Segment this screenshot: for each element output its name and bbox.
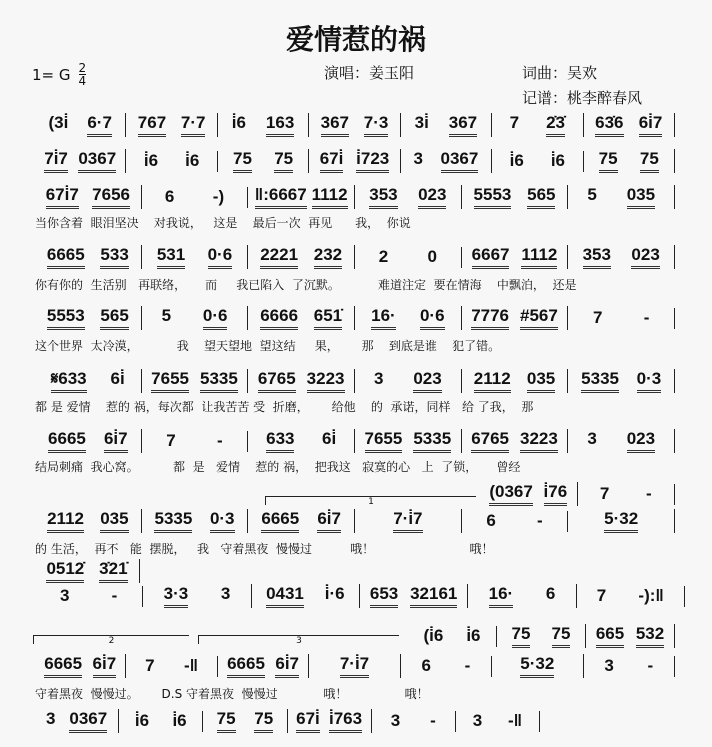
measure [35,245,142,269]
measure [126,113,217,137]
measure [568,429,675,453]
note-group: 2221 [260,245,298,269]
note-group: 2̇3̇ [546,113,565,137]
note-group: 0512̇ [46,559,84,583]
measure [35,559,140,583]
note-group: 75 [233,149,252,173]
measure [35,149,126,173]
measure [568,185,675,209]
lyrics-line: 守着黑夜 慢慢过。 D.S 守着黑夜 慢慢过 哦！ 哦！ [35,687,429,701]
measure [35,586,143,607]
singer-credit: 演唱：姜玉阳 [324,64,415,82]
score-system [35,186,675,208]
note-group: - [430,710,436,730]
measure [203,709,287,733]
note-group: 2112 [474,369,511,393]
note-group: i̇6 [509,150,524,170]
note-group: 6i̇ [322,429,337,448]
note-group: 6665 [47,245,85,269]
note-group: - [645,483,652,503]
measure [126,656,217,677]
note-group: - [217,430,223,450]
score-system [35,710,540,732]
measure [218,113,309,137]
note-group: 3 [373,369,384,388]
note-group: (i̇6 [423,625,444,645]
note-group: 75 [552,624,571,648]
note-group: 5·32 [604,509,638,533]
note-group: 531 [157,245,185,269]
score-system [35,585,685,607]
note-group: 5335 [200,369,238,393]
key-signature [32,62,86,87]
note-group: 7776 [471,306,509,330]
note-group: 3 [472,710,483,730]
measure [408,626,497,647]
measure [288,709,372,733]
measure [309,149,400,173]
note-group: #567 [520,306,558,330]
measure [355,306,462,330]
measure [142,509,249,533]
note-group: 6i̇7 [104,429,128,453]
score-system [35,307,675,329]
measure [480,482,578,506]
measure [492,113,583,137]
measure [35,654,126,678]
lyrics-line: 结局刺痛 我心窝。 都 是 爱情 惹的 祸， 把我这 寂寞的心 上 了锁， 曾经 [35,460,521,474]
note-group: 6665 [261,509,299,533]
note-group: 7 [145,655,155,675]
note-group: 6667 [472,245,510,269]
note-group: 7 [596,585,607,605]
lyrics-line: 当你含着 眼泪坚决 对我说， 这是 最后一次 再见 我， 你说 [35,216,411,230]
note-group: 353 [583,245,611,269]
measure [568,509,675,533]
note-group: 367 [449,113,477,137]
measure [142,431,249,452]
note-group: 5·32 [520,654,554,678]
score-system [35,370,675,392]
measure [497,624,586,648]
note-group: 6i̇ [110,369,125,388]
measure [468,584,576,608]
note-group: 5335 [413,429,451,453]
score-system [35,246,675,268]
score-system [35,510,675,532]
note-group: 0·3 [637,369,662,393]
measure [355,247,462,268]
note-group: 75 [274,149,293,173]
note-group: 035 [527,369,555,393]
note-group: i̇6 [172,710,187,730]
note-group: 565 [527,185,555,209]
note-group: 3 [390,710,401,730]
note-group: 67i̇ [296,709,320,733]
note-group: -‖ [184,655,199,675]
lyrics-line: 的 生活， 再不 能 摆脱， 我 守着黑夜 慢慢过 哦！ 哦！ [35,542,494,556]
note-group: 75 [254,709,273,733]
note-group: 6i̇7 [317,509,341,533]
measure [355,185,462,209]
measure [35,185,142,209]
volta-bracket: 2 [33,635,189,644]
note-group: 2 [378,246,389,266]
note-group: - [537,510,543,530]
note-group: 6665 [44,654,82,678]
note-group: 6i̇7 [639,113,663,137]
note-group: 3i̇ [414,113,429,132]
lyrics-line: 你有你的 生活别 再联络， 而 我已陷入 了沉默。 难道注定 要在情海 中飘泊， 还是 [35,278,577,292]
note-group: 023 [413,369,441,393]
measure [568,369,675,393]
measure [35,429,142,453]
note-group: 232 [314,245,342,269]
note-group: 7·i̇7 [393,509,422,533]
note-group: 7656 [92,185,130,209]
measure [35,113,126,137]
transcriber-credit: 记谱：桃李醉春风 [522,89,643,107]
note-group: 035 [100,509,128,533]
note-group: 7·i̇7 [340,654,369,678]
note-group: 2112 [47,509,84,533]
measure [462,511,569,532]
measure [462,245,569,269]
measure [401,149,492,173]
score-system [35,150,675,172]
note-group: i̇723 [356,149,389,173]
measure [252,584,360,608]
note-group: 023 [631,245,659,269]
note-group: 3 [587,429,597,448]
note-group: 5553 [474,185,512,209]
note-group: 023 [627,429,655,453]
note-group: 7 [166,430,176,450]
measure [248,369,355,393]
note-group: 5553 [47,306,85,330]
note-group: 3223 [307,369,345,393]
measure [35,369,142,393]
note-group: 6 [486,510,496,530]
note-group: (0367 [489,482,532,506]
note-group: 565 [100,306,128,330]
score-system [35,114,675,136]
note-group: 3 [45,709,56,728]
measure [456,711,540,732]
note-group: 75 [640,149,659,173]
score-system-upper [480,483,675,505]
measure [578,484,676,505]
note-group: 532 [636,624,664,648]
measure [248,306,355,330]
note-group: i̇6 [185,150,200,170]
note-group: 67i̇ [320,149,344,173]
measure [577,586,685,607]
note-group: 7 [599,483,610,503]
measure [372,711,456,732]
note-group: 7i̇7 [44,149,68,173]
note-group: 6765 [258,369,296,393]
note-group: 5 [587,185,597,204]
note-group: 0·3 [210,509,235,533]
measure [119,711,203,732]
measure [584,149,675,173]
note-group: 533 [100,245,128,269]
note-group: 𝄋633 [51,369,87,393]
composer-credit: 词曲：吴欢 [522,64,598,82]
note-group: i̇76 [544,482,568,506]
note-group: 7 [509,113,520,132]
measure [355,509,462,533]
measure [142,245,249,269]
note-group: 3 [60,585,70,605]
note-group: 6 [164,186,175,206]
note-group: 6 [545,584,556,603]
time-signature [79,62,87,87]
note-group: i̇·6 [324,584,345,603]
note-group: 5 [161,306,172,325]
measure [360,584,468,608]
note-group: 0·6 [203,306,228,330]
note-group: 3 [413,149,423,168]
measure [584,656,675,677]
note-group: 1112 [521,245,557,269]
note-group: 6i̇7 [93,654,117,678]
note-group: 653 [370,584,398,608]
measure [142,306,249,330]
measure [309,654,400,678]
measure [568,245,675,269]
note-group: 6·7 [87,113,112,137]
note-group: 16· [371,306,396,330]
measure [143,584,251,608]
note-group: 63̇6 [595,113,623,137]
note-group: 0367 [441,149,479,173]
note-group: - [464,655,471,675]
note-group: 3223 [520,429,558,453]
measure [462,369,569,393]
measure [355,369,462,393]
measure [492,151,583,172]
score-system [35,430,675,452]
note-group: - [647,655,654,675]
measure [248,429,355,453]
note-group: 67i̇7 [46,185,79,209]
measure [248,245,355,269]
note-group: ‖:6667 [255,185,307,209]
measure [355,429,462,453]
note-group: -‖ [508,710,523,730]
measure [462,306,569,330]
key-label: 1= G [32,65,71,84]
note-group: 6666 [260,306,298,330]
measure [142,369,249,393]
measure [142,187,249,208]
note-group: 7655 [151,369,189,393]
note-group: 7·3 [364,113,389,137]
lyrics-line: 都 是 爱情 惹的 祸，每次都 让我苦苦 受 折磨， 给他 的 承诺，同样 给 了我， 那 [35,400,534,414]
note-group: 75 [599,149,618,173]
score-system-upper [408,625,675,647]
time-bottom: 4 [78,74,87,88]
note-group: (3i̇ [48,113,69,132]
note-group: 0367 [78,149,116,173]
score-system-upper [35,560,140,582]
score-system [35,655,675,677]
note-group: -) [212,186,225,206]
note-group: i̇6 [134,710,150,730]
lyrics-line: 这个世界 太冷漠， 我 望天望地 望这结 果， 那 到底是谁 犯了错。 [35,339,501,353]
note-group: 665 [596,624,624,648]
measure [35,306,142,330]
measure [309,113,400,137]
note-group: 16· [489,584,514,608]
measure [586,624,675,648]
note-group: 3 [220,584,231,603]
note-group: 3 [604,655,614,675]
note-group: 0·6 [420,306,445,330]
note-group: 3̇21̇ [99,559,127,583]
volta-bracket: 1 [265,496,476,505]
note-group: 6765 [471,429,509,453]
note-group: 1112 [312,185,348,209]
measure [568,308,675,329]
note-group: 5335 [154,509,192,533]
time-top: 2 [78,61,87,75]
note-group: 7 [592,307,603,327]
note-group: 023 [418,185,446,209]
note-group: 767 [138,113,166,137]
note-group: 3·3 [164,584,189,608]
measure [126,151,217,172]
note-group: 6665 [227,654,265,678]
note-group: -):‖ [638,585,664,605]
measure [218,654,309,678]
measure [462,185,569,209]
note-group: 0·6 [208,245,233,269]
note-group: 633 [266,429,294,453]
measure [218,149,309,173]
measure [401,656,492,677]
note-group: 651̇ [314,306,342,330]
note-group: 0 [427,246,437,266]
note-group: i̇6 [550,150,565,170]
note-group: 6 [421,655,431,675]
note-group: 7·7 [181,113,206,137]
note-group: 75 [217,709,236,733]
measure [35,509,142,533]
note-group: 0431 [266,584,304,608]
note-group: 035 [627,185,655,209]
measure [584,113,675,137]
note-group: 7655 [365,429,403,453]
note-group: 6i̇7 [275,654,299,678]
measure [462,429,569,453]
note-group: 0367 [69,709,107,733]
note-group: 163 [266,113,294,137]
note-group: i̇763 [329,709,362,733]
note-group: i̇6 [231,113,246,132]
measure [248,509,355,533]
measure [248,185,355,209]
note-group: 5335 [581,369,619,393]
note-group: 75 [512,624,531,648]
measure [35,709,119,733]
measure [492,654,583,678]
note-group: i̇6 [143,150,159,170]
volta-bracket: 3 [198,635,399,644]
note-group: 6665 [48,429,86,453]
note-group: 367 [321,113,349,137]
note-group: - [643,307,650,327]
note-group: - [111,585,118,605]
note-group: 32161 [410,584,457,608]
measure [401,113,492,137]
note-group: i̇6 [466,625,481,645]
song-title: 爱情惹的祸 [285,23,426,56]
note-group: 353 [369,185,397,209]
